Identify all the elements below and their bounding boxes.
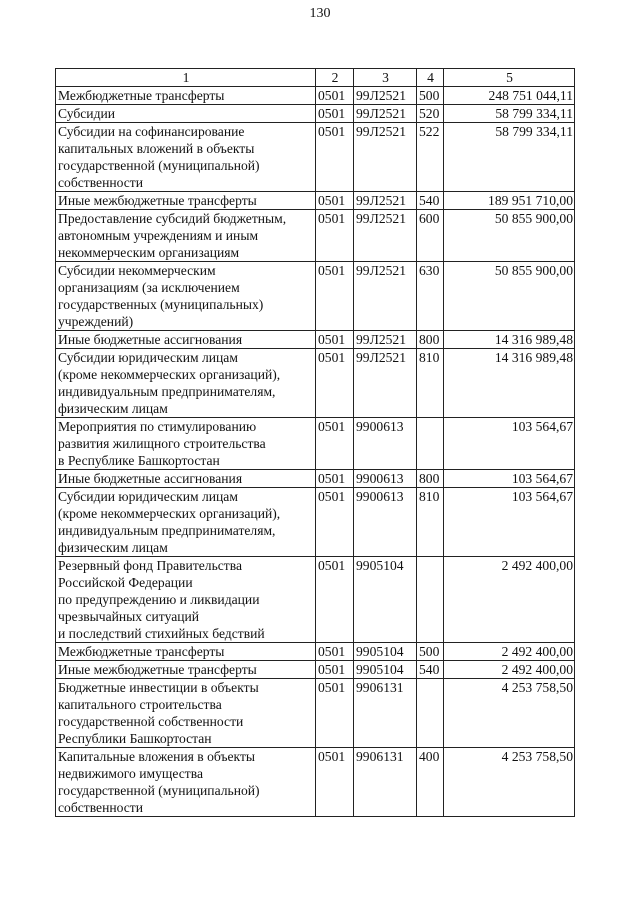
row-name-line: государственных (муниципальных) <box>58 297 264 312</box>
row-section-cell: 0501 <box>316 679 354 748</box>
table-row <box>56 643 575 661</box>
row-name-line: капитальных вложений в объекты <box>58 141 255 156</box>
row-type-cell <box>417 418 444 470</box>
table-row <box>56 262 575 331</box>
row-type-cell: 800 <box>417 331 444 349</box>
budget-table <box>55 68 575 817</box>
row-code-cell: 9906131 <box>354 748 417 817</box>
row-name-line: и последствий стихийных бедствий <box>58 626 265 641</box>
row-name-cell <box>56 470 316 488</box>
row-amount-cell: 189 951 710,00 <box>444 192 575 210</box>
column-header-name: 1 <box>56 69 316 87</box>
row-section-cell: 0501 <box>316 418 354 470</box>
row-code-cell: 9900613 <box>354 418 417 470</box>
row-name-line: автономным учреждениям и иным <box>58 228 259 243</box>
column-header-code: 3 <box>354 69 417 87</box>
table-row <box>56 470 575 488</box>
table-row <box>56 679 575 748</box>
row-name-line: Межбюджетные трансферты <box>58 644 225 659</box>
row-name-cell <box>56 105 316 123</box>
table-row <box>56 661 575 679</box>
row-name-cell <box>56 87 316 105</box>
row-name-line: Субсидии на софинансирование <box>58 124 245 139</box>
row-section-cell: 0501 <box>316 557 354 643</box>
row-name-line: Иные бюджетные ассигнования <box>58 332 243 347</box>
row-code-cell: 9905104 <box>354 661 417 679</box>
row-section-cell: 0501 <box>316 643 354 661</box>
row-name-line: государственной (муниципальной) <box>58 783 260 798</box>
row-type-cell: 520 <box>417 105 444 123</box>
row-name-line: Мероприятия по стимулированию <box>58 419 257 434</box>
column-header-section: 2 <box>316 69 354 87</box>
row-code-cell: 99Л2521 <box>354 123 417 192</box>
row-section-cell: 0501 <box>316 748 354 817</box>
row-name-cell <box>56 123 316 192</box>
row-name-cell <box>56 418 316 470</box>
row-name-line: Иные межбюджетные трансферты <box>58 193 257 208</box>
row-code-cell: 99Л2521 <box>354 262 417 331</box>
row-amount-cell: 103 564,67 <box>444 470 575 488</box>
row-name-line: недвижимого имущества <box>58 766 203 781</box>
row-type-cell: 540 <box>417 192 444 210</box>
row-name-line: индивидуальным предпринимателям, <box>58 384 276 399</box>
row-section-cell: 0501 <box>316 349 354 418</box>
row-name-line: индивидуальным предпринимателям, <box>58 523 276 538</box>
table-header-row <box>56 69 575 87</box>
row-name-line: некоммерческим организациям <box>58 245 240 260</box>
row-section-cell: 0501 <box>316 661 354 679</box>
row-name-line: учреждений) <box>58 314 134 329</box>
table-row <box>56 210 575 262</box>
row-amount-cell: 50 855 900,00 <box>444 262 575 331</box>
row-type-cell: 600 <box>417 210 444 262</box>
row-code-cell: 99Л2521 <box>354 349 417 418</box>
row-type-cell: 810 <box>417 349 444 418</box>
row-name-line: Иные межбюджетные трансферты <box>58 662 257 677</box>
row-name-line: организациям (за исключением <box>58 280 240 295</box>
row-type-cell: 810 <box>417 488 444 557</box>
row-section-cell: 0501 <box>316 262 354 331</box>
row-type-cell <box>417 557 444 643</box>
table-row <box>56 192 575 210</box>
row-code-cell: 9906131 <box>354 679 417 748</box>
row-amount-cell: 4 253 758,50 <box>444 748 575 817</box>
row-name-cell <box>56 488 316 557</box>
row-name-line: развития жилищного строительства <box>58 436 266 451</box>
row-amount-cell: 248 751 044,11 <box>444 87 575 105</box>
table-row <box>56 748 575 817</box>
row-name-cell <box>56 661 316 679</box>
row-type-cell: 522 <box>417 123 444 192</box>
row-name-line: капитального строительства <box>58 697 222 712</box>
row-amount-cell: 2 492 400,00 <box>444 557 575 643</box>
row-name-cell <box>56 557 316 643</box>
row-name-line: Субсидии юридическим лицам <box>58 350 238 365</box>
row-name-line: в Республике Башкортостан <box>58 453 220 468</box>
row-type-cell <box>417 679 444 748</box>
row-type-cell: 540 <box>417 661 444 679</box>
row-code-cell: 99Л2521 <box>354 192 417 210</box>
row-name-line: Субсидии <box>58 106 116 121</box>
row-name-line: Предоставление субсидий бюджетным, <box>58 211 287 226</box>
row-section-cell: 0501 <box>316 488 354 557</box>
row-name-cell <box>56 748 316 817</box>
table-row <box>56 557 575 643</box>
row-name-cell <box>56 643 316 661</box>
row-name-line: физическим лицам <box>58 540 168 555</box>
row-section-cell: 0501 <box>316 192 354 210</box>
row-code-cell: 9905104 <box>354 643 417 661</box>
row-name-line: государственной собственности <box>58 714 244 729</box>
row-section-cell: 0501 <box>316 470 354 488</box>
row-type-cell: 630 <box>417 262 444 331</box>
row-section-cell: 0501 <box>316 105 354 123</box>
row-name-line: (кроме некоммерческих организаций), <box>58 506 281 521</box>
row-amount-cell: 103 564,67 <box>444 418 575 470</box>
table-row <box>56 123 575 192</box>
row-name-line: собственности <box>58 800 144 815</box>
row-amount-cell: 2 492 400,00 <box>444 661 575 679</box>
row-section-cell: 0501 <box>316 87 354 105</box>
row-type-cell: 500 <box>417 643 444 661</box>
row-section-cell: 0501 <box>316 210 354 262</box>
row-amount-cell: 58 799 334,11 <box>444 105 575 123</box>
row-code-cell: 9900613 <box>354 488 417 557</box>
row-name-line: собственности <box>58 175 144 190</box>
table-row <box>56 87 575 105</box>
row-type-cell: 800 <box>417 470 444 488</box>
row-name-line: Российской Федерации <box>58 575 193 590</box>
row-amount-cell: 14 316 989,48 <box>444 349 575 418</box>
row-name-line: Резервный фонд Правительства <box>58 558 243 573</box>
table-row <box>56 349 575 418</box>
row-name-line: физическим лицам <box>58 401 168 416</box>
row-name-line: Бюджетные инвестиции в объекты <box>58 680 259 695</box>
row-name-line: Иные бюджетные ассигнования <box>58 471 243 486</box>
row-code-cell: 9905104 <box>354 557 417 643</box>
table-row <box>56 488 575 557</box>
row-name-cell <box>56 210 316 262</box>
row-amount-cell: 4 253 758,50 <box>444 679 575 748</box>
row-section-cell: 0501 <box>316 123 354 192</box>
table-row <box>56 105 575 123</box>
column-header-type: 4 <box>417 69 444 87</box>
row-code-cell: 9900613 <box>354 470 417 488</box>
row-name-cell <box>56 262 316 331</box>
row-amount-cell: 103 564,67 <box>444 488 575 557</box>
row-amount-cell: 14 316 989,48 <box>444 331 575 349</box>
column-header-amount: 5 <box>444 69 575 87</box>
row-name-cell <box>56 331 316 349</box>
row-section-cell: 0501 <box>316 331 354 349</box>
row-name-line: Субсидии некоммерческим <box>58 263 216 278</box>
row-name-line: (кроме некоммерческих организаций), <box>58 367 281 382</box>
table-row <box>56 418 575 470</box>
row-name-line: Капитальные вложения в объекты <box>58 749 256 764</box>
page-number: 130 <box>309 6 331 21</box>
row-name-line: государственной (муниципальной) <box>58 158 260 173</box>
row-code-cell: 99Л2521 <box>354 331 417 349</box>
row-amount-cell: 50 855 900,00 <box>444 210 575 262</box>
table-body <box>56 87 575 817</box>
row-name-line: Субсидии юридическим лицам <box>58 489 238 504</box>
row-type-cell: 500 <box>417 87 444 105</box>
row-name-line: по предупреждению и ликвидации <box>58 592 260 607</box>
row-name-line: Межбюджетные трансферты <box>58 88 225 103</box>
row-code-cell: 99Л2521 <box>354 105 417 123</box>
row-name-line: чрезвычайных ситуаций <box>58 609 200 624</box>
row-type-cell: 400 <box>417 748 444 817</box>
row-name-cell <box>56 192 316 210</box>
row-name-cell <box>56 679 316 748</box>
row-name-line: Республики Башкортостан <box>58 731 212 746</box>
table-row <box>56 331 575 349</box>
row-amount-cell: 58 799 334,11 <box>444 123 575 192</box>
row-name-cell <box>56 349 316 418</box>
row-amount-cell: 2 492 400,00 <box>444 643 575 661</box>
row-code-cell: 99Л2521 <box>354 210 417 262</box>
row-code-cell: 99Л2521 <box>354 87 417 105</box>
